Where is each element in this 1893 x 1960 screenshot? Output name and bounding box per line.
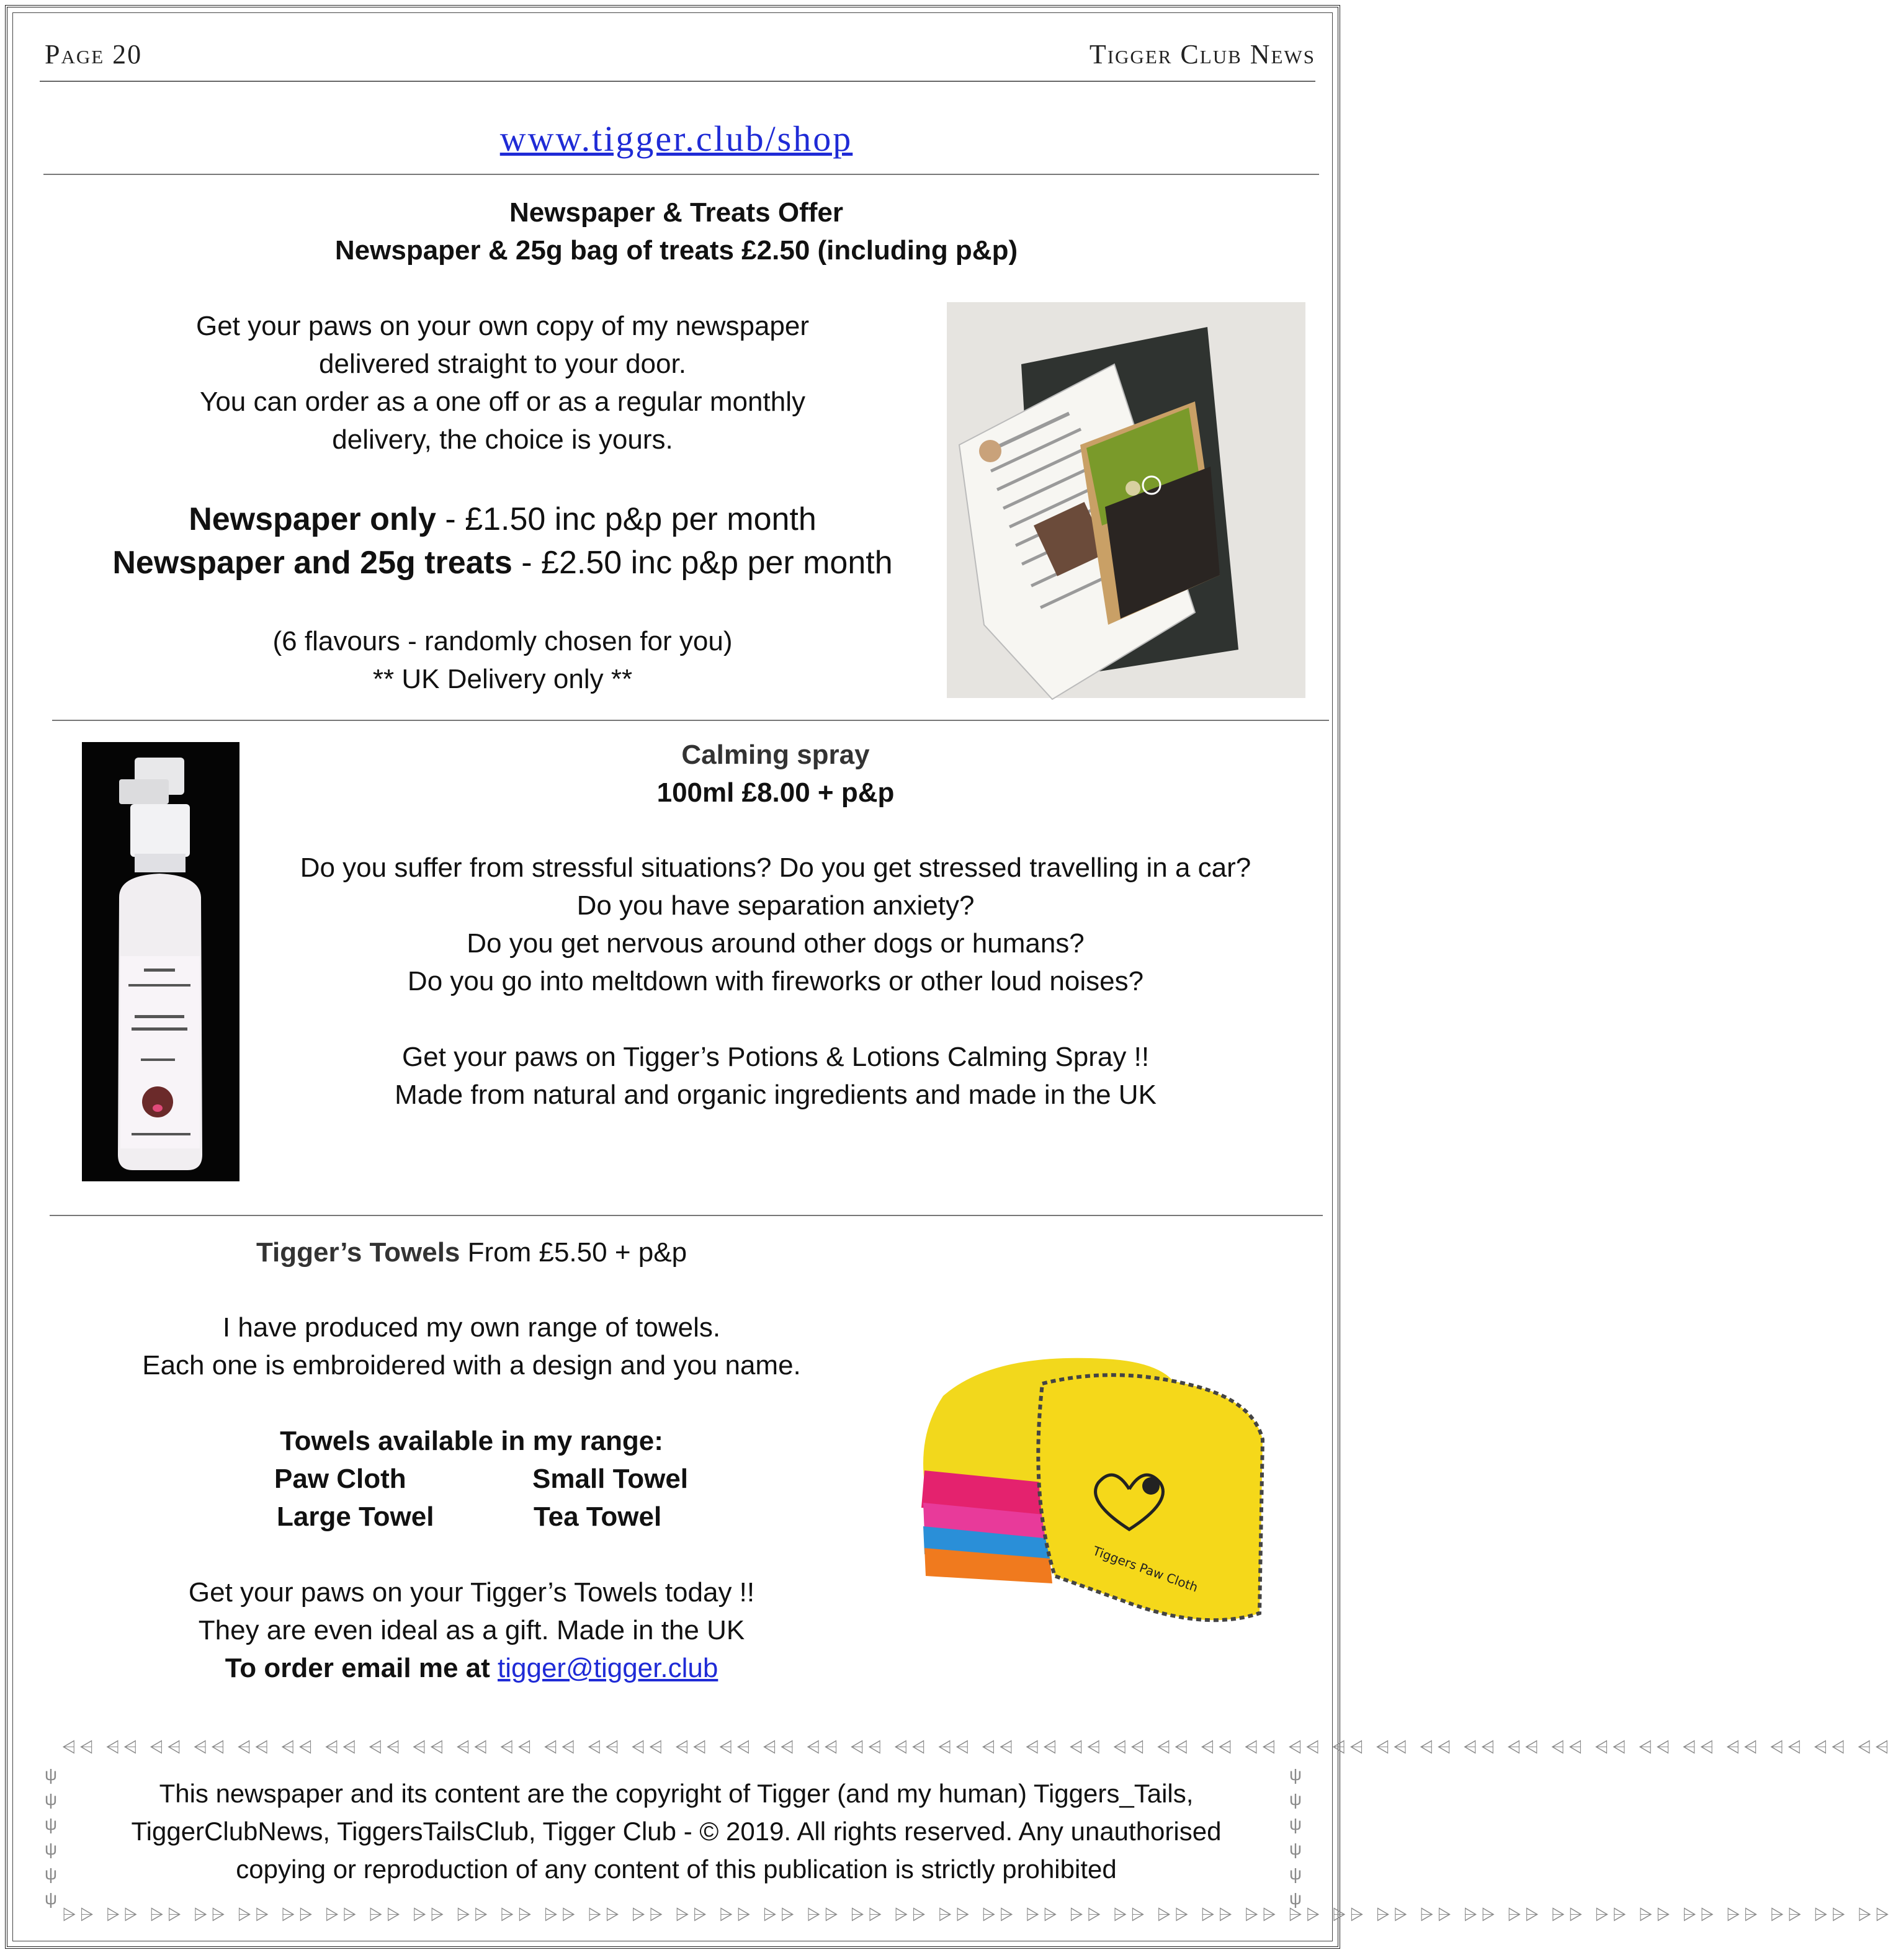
towel-item-paw-cloth: Paw Cloth (274, 1464, 406, 1494)
towels-photo (906, 1340, 1266, 1638)
order-text: To order email me at (225, 1653, 498, 1683)
intro-line: delivered straight to your door. (319, 349, 686, 379)
price-newspaper-treats (62, 541, 943, 584)
header-rule (40, 81, 1315, 82)
calming-spray-questions (273, 849, 1278, 1000)
uk-delivery-note: ** UK Delivery only ** (372, 664, 633, 694)
price-newspaper-only (62, 498, 943, 541)
pitch-line: They are even ideal as a gift. Made in the UK (198, 1615, 745, 1645)
newspaper-offer-title: Newspaper & Treats Offer (509, 197, 843, 228)
paw-print-border-right: ψ ψ ψ ψ ψ ψ (1289, 1765, 1302, 1908)
copyright-footer (74, 1774, 1278, 1888)
calming-spray-photo (82, 742, 239, 1181)
towel-embroidery-text: Tiggers Paw Cloth (1091, 1543, 1201, 1595)
intro-line: You can order as a one off or as a regular monthly (200, 387, 805, 417)
calming-spray-price: 100ml £8.00 + p&p (656, 777, 895, 808)
newspaper-treats-photo (947, 302, 1305, 698)
price-value: - £2.50 inc p&p per month (512, 545, 893, 581)
question-line: Do you suffer from stressful situations? Do you get stressed travelling in a car? (300, 852, 1251, 883)
price-label: Newspaper only (189, 501, 436, 537)
towels-heading (37, 1233, 906, 1271)
intro-line: Get your paws on your own copy of my newspaper (195, 311, 810, 341)
towel-item-tea-towel: Tea Towel (534, 1501, 662, 1532)
section-rule-1 (52, 720, 1329, 721)
towels-title: Tigger’s Towels (256, 1237, 460, 1268)
price-value: - £1.50 inc p&p per month (436, 501, 817, 537)
intro-line: delivery, the choice is yours. (332, 424, 673, 455)
question-line: Do you get nervous around other dogs or humans? (467, 928, 1085, 959)
calming-spray-title: Calming spray (681, 740, 870, 770)
paw-print-border-left: ψ ψ ψ ψ ψ ψ (45, 1765, 57, 1908)
pitch-line: Get your paws on Tigger’s Potions & Lotions Calming Spray !! (401, 1042, 1150, 1072)
calming-spray-pitch (273, 1038, 1278, 1114)
towels-price: From £5.50 + p&p (460, 1237, 687, 1268)
flavours-note: (6 flavours - randomly chosen for you) (272, 626, 733, 656)
shop-url-link[interactable]: www.tigger.club/shop (499, 119, 853, 159)
newspaper-offer-subtitle: Newspaper & 25g bag of treats £2.50 (including p&p) (334, 235, 1018, 266)
paw-print-border-bottom: ⩥⩥ ⩥⩥ ⩥⩥ ⩥⩥ ⩥⩥ ⩥⩥ ⩥⩥ ⩥⩥ ⩥⩥ ⩥⩥ ⩥⩥ ⩥⩥ ⩥⩥ ⩥⩥ ⩥⩥ ⩥⩥ ⩥⩥ ⩥⩥ ⩥⩥ ⩥⩥ ⩥⩥ ⩥⩥ ⩥⩥ ⩥⩥ ⩥⩥ ⩥⩥ ⩥⩥ ⩥⩥ ⩥⩥ ⩥⩥ ⩥⩥ ⩥⩥ ⩥⩥ ⩥⩥ ⩥⩥ ⩥⩥ ⩥⩥ ⩥⩥ ⩥⩥ ⩥⩥ ⩥⩥ ⩥⩥ (62, 1905, 1893, 1924)
section-rule-2 (50, 1215, 1323, 1216)
publication-title: Tigger Club News (1089, 39, 1315, 69)
paw-print-border-top: ⩤⩤ ⩤⩤ ⩤⩤ ⩤⩤ ⩤⩤ ⩤⩤ ⩤⩤ ⩤⩤ ⩤⩤ ⩤⩤ ⩤⩤ ⩤⩤ ⩤⩤ ⩤⩤ ⩤⩤ ⩤⩤ ⩤⩤ ⩤⩤ ⩤⩤ ⩤⩤ ⩤⩤ ⩤⩤ ⩤⩤ ⩤⩤ ⩤⩤ ⩤⩤ ⩤⩤ ⩤⩤ ⩤⩤ ⩤⩤ ⩤⩤ ⩤⩤ ⩤⩤ ⩤⩤ ⩤⩤ ⩤⩤ ⩤⩤ ⩤⩤ ⩤⩤ ⩤⩤ ⩤⩤ ⩤⩤ (62, 1737, 1893, 1756)
order-line (37, 1649, 906, 1687)
pitch-line: Get your paws on your Tigger’s Towels today !! (188, 1577, 755, 1608)
question-line: Do you go into meltdown with fireworks or other loud noises? (407, 966, 1144, 996)
newspaper-offer-intro (87, 307, 918, 459)
intro-line: Each one is embroidered with a design and you name. (142, 1350, 801, 1381)
footer-line: TiggerClubNews, TiggersTailsClub, Tigger Club - © 2019. All rights reserved. Any unauthorised (131, 1817, 1222, 1846)
towel-item-small-towel: Small Towel (532, 1464, 689, 1494)
footer-line: copying or reproduction of any content of this publication is strictly prohibited (236, 1855, 1117, 1884)
question-line: Do you have separation anxiety? (576, 890, 975, 921)
order-email-link[interactable]: tigger@tigger.club (498, 1653, 718, 1683)
intro-line: I have produced my own range of towels. (222, 1312, 721, 1343)
section-rule-top (43, 174, 1319, 175)
page-number: Page 20 (45, 39, 143, 69)
pitch-line: Made from natural and organic ingredients and made in the UK (395, 1080, 1157, 1110)
footer-line: This newspaper and its content are the copyright of Tigger (and my human) Tiggers_Tails, (159, 1779, 1194, 1808)
price-label: Newspaper and 25g treats (112, 545, 512, 581)
towel-item-large-towel: Large Towel (277, 1501, 434, 1532)
towels-range-heading: Towels available in my range: (280, 1426, 663, 1456)
towels-pitch (37, 1573, 906, 1649)
towels-intro (37, 1309, 906, 1384)
